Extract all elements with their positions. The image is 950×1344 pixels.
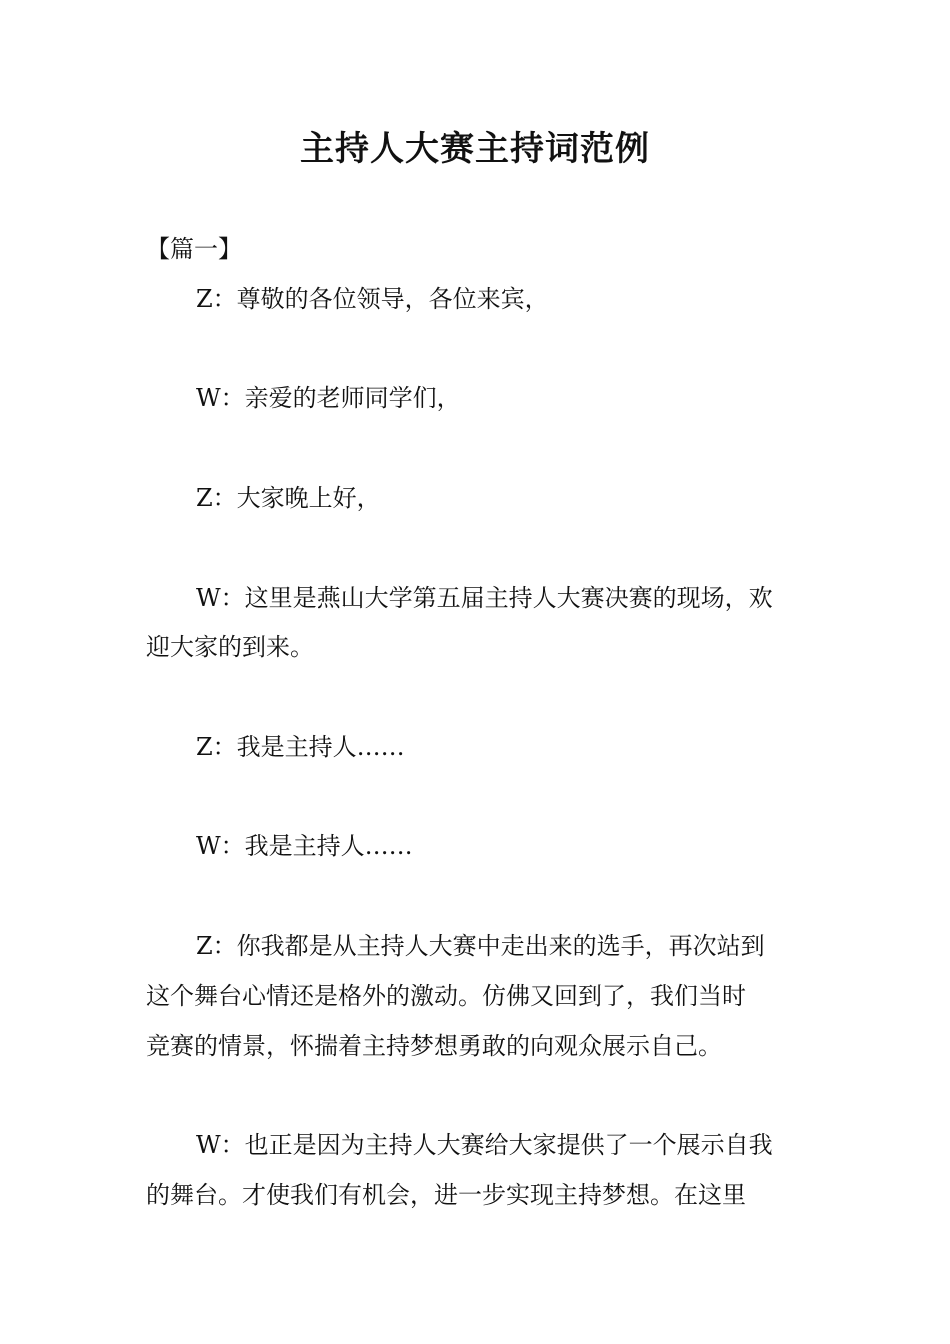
paragraph-line: 的舞台。才使我们有机会，进一步实现主持梦想。在这里 [146, 1181, 746, 1209]
paragraph-line: 迎大家的到来。 [146, 633, 314, 661]
paragraph-line: Z：你我都是从主持人大赛中走出来的选手，再次站到 [196, 932, 765, 960]
document-title: 主持人大赛主持词范例 [300, 129, 650, 169]
paragraph-line: W：也正是因为主持人大赛给大家提供了一个展示自我 [196, 1131, 773, 1159]
section-heading: 【篇一】 [146, 235, 242, 263]
paragraph-line: 竞赛的情景，怀揣着主持梦想勇敢的向观众展示自己。 [146, 1032, 722, 1060]
paragraph-line: Z：尊敬的各位领导，各位来宾， [196, 285, 549, 313]
paragraph-line: W：我是主持人…… [196, 832, 413, 860]
paragraph-line: W：亲爱的老师同学们， [196, 384, 461, 412]
paragraph-line: 这个舞台心情还是格外的激动。仿佛又回到了，我们当时 [146, 982, 746, 1010]
paragraph-line: Z：大家晚上好， [196, 484, 381, 512]
paragraph-line: Z：我是主持人…… [196, 733, 405, 761]
paragraph-line: W：这里是燕山大学第五届主持人大赛决赛的现场，欢 [196, 584, 773, 612]
